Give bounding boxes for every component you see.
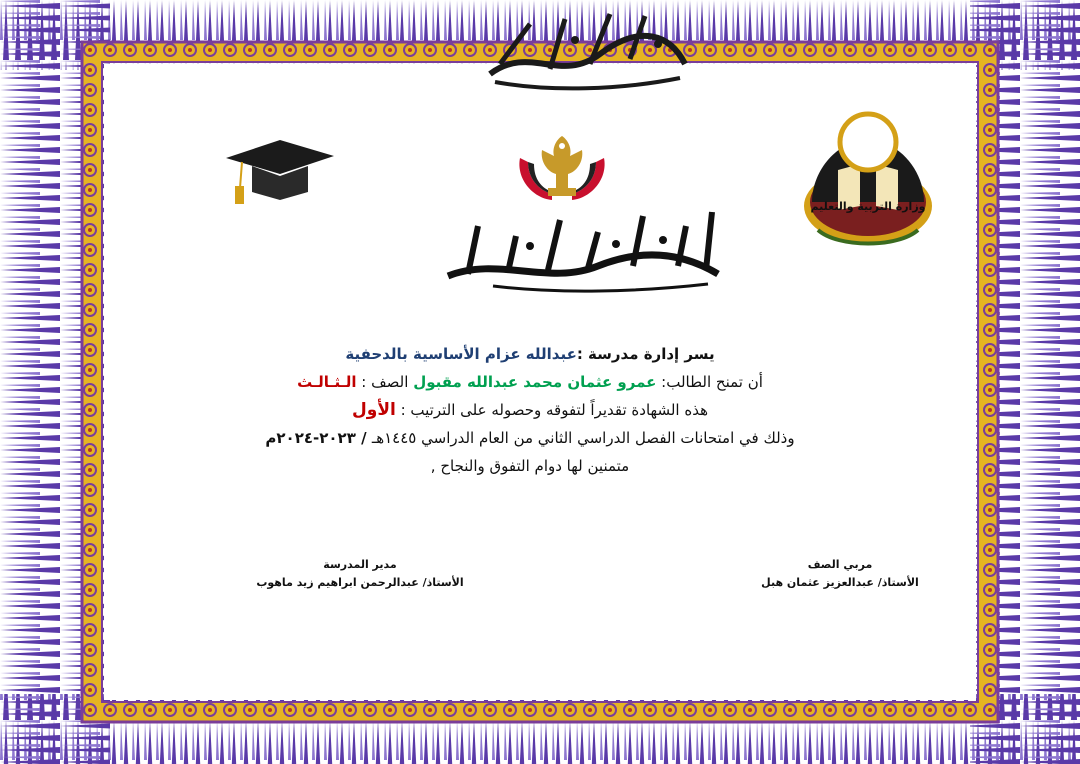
graduation-cap-icon [218,130,338,210]
class-teacher-name: الأستاذ/ عبدالعزيز عثمان هبل [761,576,919,589]
exams-text: وذلك في امتحانات الفصل الدراسي الثاني من العام الدراسي ١٤٤٥هـ [371,429,795,447]
principal-title: مدير المدرسة [323,558,397,571]
grade-value: الـثـالـث [297,373,357,391]
line-rank [230,396,830,424]
certificate-body [230,340,830,480]
line-wishes: متمنين لها دوام التفوق والنجاح , [430,457,630,475]
line-school [230,340,830,368]
ministry-logo [798,110,938,252]
class-teacher-title: مربي الصف [807,558,873,571]
rank-prefix: هذه الشهادة تقديراً لتفوقه وحصوله على الترتيب : [400,401,708,419]
school-name: عبدالله عزام الأساسية بالدحفية [345,345,577,363]
exams-years: / ٢٠٢٣-٢٠٢٤م [265,429,372,447]
signature-principal [240,556,480,592]
line-exams [230,424,830,452]
certificate-title-calligraphy [438,196,728,296]
signature-class-teacher [760,556,920,592]
grade-label: الصف : [361,373,409,391]
rank-value: الأول [352,400,396,420]
student-prefix: أن تمنح الطالب: [661,373,763,391]
school-prefix: يسر إدارة مدرسة : [576,345,715,363]
basmala-calligraphy [470,4,700,96]
ministry-caption: وزارة التربية والتعليم [810,200,926,213]
student-name: عمرو عثمان محمد عبدالله مقبول [413,373,657,391]
principal-name: الأستاذ/ عبدالرحمن ابراهيم زيد ماهوب [256,576,464,589]
line-student [230,368,830,396]
